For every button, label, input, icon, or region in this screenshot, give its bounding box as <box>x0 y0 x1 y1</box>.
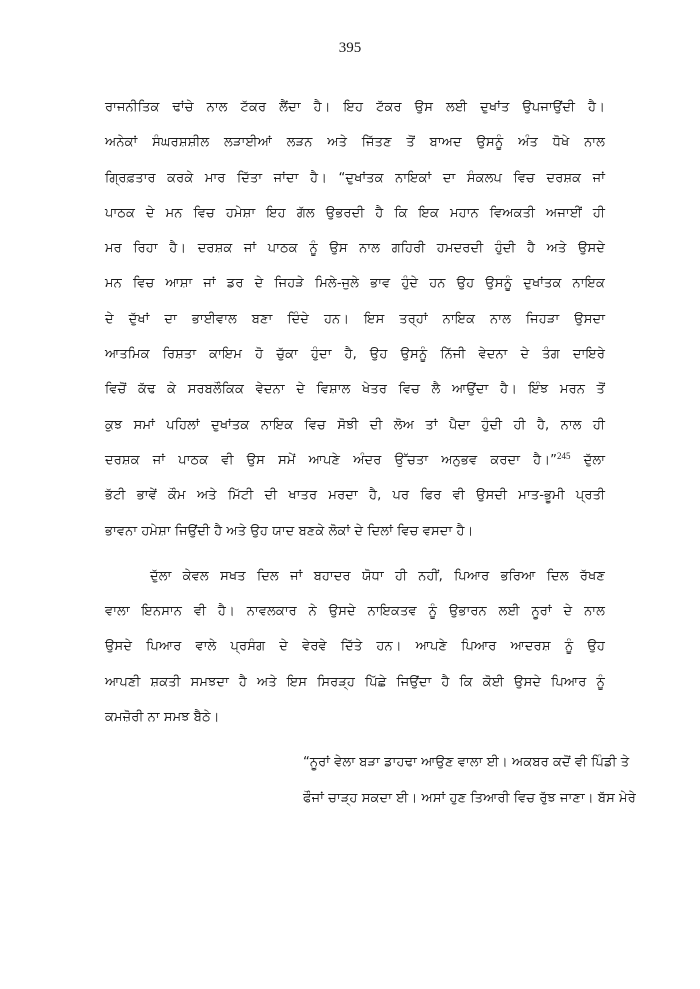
text-span: ਦਰਸ਼ਕ ਜਾਂ ਪਾਠਕ ਵੀ ਉਸ ਸਮੇਂ ਆਪਣੇ ਅੰਦਰ ਉੱਚਤਾ ਅਨੁਭਵ ਕਰਦਾ ਹੈ।” <box>105 452 557 468</box>
block-quote <box>105 745 636 816</box>
text-line: ਭਾਵਨਾ ਹਮੇਸ਼ਾ ਜਿਉਂਦੀ ਹੈ ਅਤੇ ਉਹ ਯਾਦ ਬਣਕੇ ਲੋਕਾਂ ਦੇ ਦਿਲਾਂ ਵਿਚ ਵਸਦਾ ਹੈ। <box>105 523 474 539</box>
text-line: ਕੁਝ ਸਮਾਂ ਪਹਿਲਾਂ ਦੁਖਾਂਤਕ ਨਾਇਕ ਵਿਚ ਸੋਝੀ ਦੀ ਲੋਅ ਤਾਂ ਪੈਦਾ ਹੁੰਦੀ ਹੀ ਹੈ, ਨਾਲ ਹੀ <box>105 417 605 433</box>
text-line: ਆਪਣੀ ਸ਼ਕਤੀ ਸਮਝਦਾ ਹੈ ਅਤੇ ਇਸ ਸਿਰੜ੍ਹ ਪਿੱਛੇ ਜਿਉਂਦਾ ਹੈ ਕਿ ਕੋਈ ਉਸਦੇ ਪਿਆਰ ਨੂੰ <box>105 674 605 690</box>
text-line: ਦੁੱਲਾ ਕੇਵਲ ਸਖਤ ਦਿਲ ਜਾਂ ਬਹਾਦਰ ਯੋਧਾ ਹੀ ਨਹੀਂ, ਪਿਆਰ ਭਰਿਆ ਦਿਲ ਰੱਖਣ <box>150 568 605 584</box>
text-line: ਪਾਠਕ ਦੇ ਮਨ ਵਿਚ ਹਮੇਸ਼ਾ ਇਹ ਗੱਲ ਉਭਰਦੀ ਹੈ ਕਿ ਇਕ ਮਹਾਨ ਵਿਅਕਤੀ ਅਜਾਈਂ ਹੀ <box>105 205 605 221</box>
quote-line: ਫੌਜਾਂ ਚਾੜ੍ਹ ਸਕਦਾ ਈ। ਅਸਾਂ ਹੁਣ ਤਿਆਰੀ ਵਿਚ ਰੁੱਝ ਜਾਣਾ। ਬੱਸ ਮੇਰੇ <box>303 790 636 806</box>
paragraph-2 <box>105 559 605 735</box>
text-line: ਕਮਜ਼ੋਰੀ ਨਾ ਸਮਝ ਬੈਠੇ। <box>105 710 220 726</box>
text-line: ਮਨ ਵਿਚ ਆਸ਼ਾ ਜਾਂ ਡਰ ਦੇ ਜਿਹੜੇ ਮਿਲੇ-ਜੁਲੇ ਭਾਵ ਹੁੰਦੇ ਹਨ ਉਹ ਉਸਨੂੰ ਦੁਖਾਂਤਕ ਨਾਇਕ <box>105 276 605 292</box>
paragraph-1 <box>105 90 605 549</box>
text-line: ਰਾਜਨੀਤਿਕ ਢਾਂਚੇ ਨਾਲ ਟੱਕਰ ਲੈਂਦਾ ਹੈ। ਇਹ ਟੱਕਰ ਉਸ ਲਈ ਦੁਖਾਂਤ ਉਪਜਾਉਂਦੀ ਹੈ। <box>105 100 605 115</box>
page-number: 395 <box>338 40 362 56</box>
footnote-reference: 245 <box>556 450 571 461</box>
text-span: ਦੁੱਲਾ <box>570 452 606 468</box>
text-line: ਆਤਮਿਕ ਰਿਸ਼ਤਾ ਕਾਇਮ ਹੋ ਚੁੱਕਾ ਹੁੰਦਾ ਹੈ, ਉਹ ਉਸਨੂੰ ਨਿੱਜੀ ਵੇਦਨਾ ਦੇ ਤੰਗ ਦਾਇਰੇ <box>105 347 605 363</box>
text-line: ਉਸਦੇ ਪਿਆਰ ਵਾਲੇ ਪ੍ਰਸੰਗ ਦੇ ਵੇਰਵੇ ਦਿੱਤੇ ਹਨ। ਆਪਣੇ ਪਿਆਰ ਆਦਰਸ਼ ਨੂੰ ਉਹ <box>105 639 605 655</box>
text-line: ਅਨੇਕਾਂ ਸੰਘਰਸ਼ਸ਼ੀਲ ਲੜਾਈਆਂ ਲੜਨ ਅਤੇ ਜਿੱਤਣ ਤੋਂ ਬਾਅਦ ਉਸਨੂੰ ਅੰਤ ਧੋਖੇ ਨਾਲ <box>105 135 605 151</box>
text-line-with-footnote <box>105 443 605 478</box>
body-text <box>105 90 636 816</box>
quote-line: “ਨੂਰਾਂ ਵੇਲਾ ਬੜਾ ਡਾਹਢਾ ਆਉਣ ਵਾਲਾ ਈ। ਅਕਬਰ ਕਦੋਂ ਵੀ ਪਿੰਡੀ ਤੇ <box>303 755 630 771</box>
text-line: ਵਾਲਾ ਇਨਸਾਨ ਵੀ ਹੈ। ਨਾਵਲਕਾਰ ਨੇ ਉਸਦੇ ਨਾਇਕਤਵ ਨੂੰ ਉਭਾਰਨ ਲਈ ਨੂਰਾਂ ਦੇ ਨਾਲ <box>105 604 605 620</box>
text-line: ਵਿਚੋਂ ਕੱਢ ਕੇ ਸਰਬਲੌਕਿਕ ਵੇਦਨਾ ਦੇ ਵਿਸ਼ਾਲ ਖੇਤਰ ਵਿਚ ਲੈ ਆਉਂਦਾ ਹੈ। ਇੰਝ ਮਰਨ ਤੋਂ <box>105 382 605 398</box>
text-line: ਮਰ ਰਿਹਾ ਹੈ। ਦਰਸ਼ਕ ਜਾਂ ਪਾਠਕ ਨੂੰ ਉਸ ਨਾਲ ਗਹਿਰੀ ਹਮਦਰਦੀ ਹੁੰਦੀ ਹੈ ਅਤੇ ਉਸਦੇ <box>105 241 605 257</box>
text-line: ਭੱਟੀ ਭਾਵੇਂ ਕੌਮ ਅਤੇ ਮਿੱਟੀ ਦੀ ਖਾਤਰ ਮਰਦਾ ਹੈ, ਪਰ ਫਿਰ ਵੀ ਉਸਦੀ ਮਾਤ-ਭੂਮੀ ਪ੍ਰਤੀ <box>105 488 605 504</box>
text-line: ਗ੍ਰਿਫ਼ਤਾਰ ਕਰਕੇ ਮਾਰ ਦਿੱਤਾ ਜਾਂਦਾ ਹੈ। “ਦੁਖਾਂਤਕ ਨਾਇਕਾਂ ਦਾ ਸੰਕਲਪ ਵਿਚ ਦਰਸ਼ਕ ਜਾਂ <box>105 170 605 186</box>
text-line: ਦੇ ਦੁੱਖਾਂ ਦਾ ਭਾਈਵਾਲ ਬਣਾ ਦਿੰਦੇ ਹਨ। ਇਸ ਤਰ੍ਹਾਂ ਨਾਇਕ ਨਾਲ ਜਿਹੜਾ ਉਸਦਾ <box>105 311 605 327</box>
